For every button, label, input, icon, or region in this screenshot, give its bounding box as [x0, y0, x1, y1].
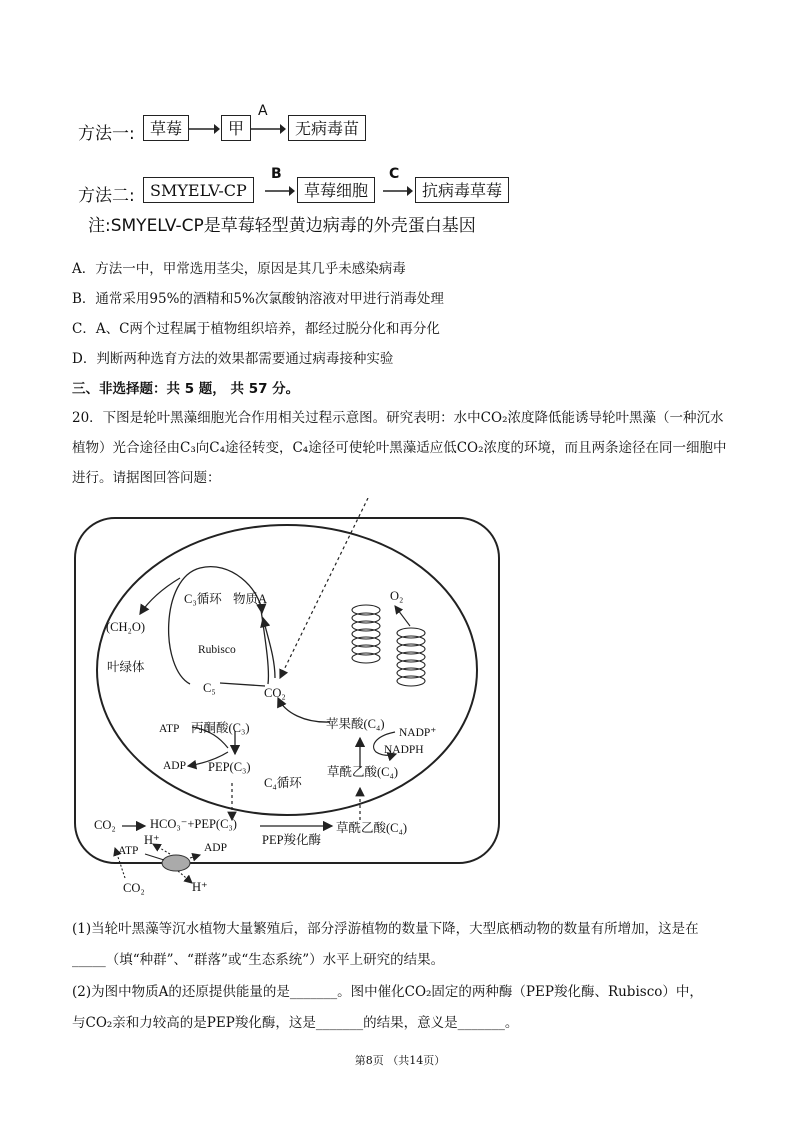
- label-atp-2: ATP: [118, 845, 139, 857]
- label-h-plus-1: H⁺: [144, 833, 160, 847]
- chloroplast-outline: [97, 525, 477, 815]
- q1-line2: _____（填“种群”、“群落”或“生态系统”）水平上研究的结果。: [72, 952, 445, 968]
- option-d: D．判断两种选育方法的效果都需要通过病毒接种实验: [72, 351, 394, 367]
- section-title: 三、非选择题：共 5 题， 共 57 分。: [72, 381, 300, 397]
- label-oxaloacetate-outer: 草酰乙酸(C₄): [336, 821, 408, 835]
- cell-wall: [75, 518, 499, 863]
- label-adp-2: ADP: [204, 842, 228, 854]
- option-b: B．通常采用95%的酒精和5%次氯酸钠溶液对甲进行消毒处理: [72, 291, 444, 307]
- label-co2-bottom: CO₂: [123, 881, 145, 895]
- method1-box-jia: 甲: [221, 115, 251, 141]
- arrow-icon: [383, 185, 413, 197]
- label-hco3-pep: HCO₃⁻+PEP(C₃): [150, 817, 237, 831]
- method2-box-resistant: 抗病毒草莓: [415, 177, 509, 203]
- transporter-protein: [162, 855, 190, 871]
- label-c4-cycle: C₄循环: [264, 776, 302, 790]
- option-a: A．方法一中，甲常选用茎尖，原因是其几乎未感染病毒: [72, 261, 406, 277]
- label-oxaloacetate-inner: 草酰乙酸(C₄): [327, 765, 399, 779]
- label-pep-carboxylase: PEP羧化酶: [262, 833, 322, 847]
- q20-intro: 20．下图是轮叶黑藻细胞光合作用相关过程示意图。研究表明：水中CO₂浓度降低能诱导轮叶黑藻（一种沉水植物）光合途径由C₃向C₄途径转变，C₄途径可使轮叶黑藻适应低CO₂浓度的环境，而且两条途径在同一细胞中进行。请据图回答问题：: [72, 410, 727, 486]
- label-co2-left: CO₂: [94, 818, 116, 832]
- c3-cycle-loop: [169, 567, 262, 684]
- method1-arrow-label-a: A: [258, 103, 268, 119]
- arrow-icon: [265, 185, 295, 197]
- method1-box-virus-free: 无病毒苗: [288, 115, 366, 141]
- label-nadph: NADPH: [384, 744, 424, 756]
- method1-label: 方法一:: [78, 124, 135, 144]
- method2-label: 方法二:: [78, 186, 135, 206]
- label-rubisco: Rubisco: [198, 644, 236, 656]
- label-c5: C₅: [203, 681, 216, 695]
- label-nadp: NADP⁺: [399, 727, 437, 739]
- label-c3-cycle: C₃循环: [184, 592, 222, 606]
- method2-box-gene: SMYELV-CP: [143, 177, 254, 203]
- label-atp-1: ATP: [159, 723, 180, 735]
- thylakoid-stack-icon: [352, 605, 425, 686]
- label-malate: 苹果酸(C₄): [326, 717, 385, 731]
- label-pyruvate: 丙酮酸(C₃): [191, 721, 250, 735]
- label-adp-1: ADP: [163, 760, 187, 772]
- label-co2-inner: CO₂: [264, 686, 286, 700]
- method2-arrow-label-b: B: [271, 166, 282, 182]
- arrow-icon: [250, 123, 286, 135]
- option-c: C．A、C两个过程属于植物组织培养，都经过脱分化和再分化: [72, 321, 440, 337]
- method2-box-cells: 草莓细胞: [297, 177, 375, 203]
- q1-line1: (1)当轮叶黑藻等沉水植物大量繁殖后，部分浮游植物的数量下降，大型底栖动物的数量有所增加，这是在: [72, 921, 699, 937]
- label-pep-inner: PEP(C₃): [208, 760, 251, 774]
- label-ch2o: (CH₂O): [106, 620, 146, 634]
- q2-line2: 与CO₂亲和力较高的是PEP羧化酶，这是_______的结果，意义是_______。: [72, 1015, 519, 1031]
- label-substance-a: 物质A: [233, 592, 268, 606]
- method1-box-strawberry: 草莓: [143, 115, 189, 141]
- methods-note: 注:SMYELV-CP是草莓轻型黄边病毒的外壳蛋白基因: [88, 216, 476, 236]
- method2-arrow-label-c: C: [389, 166, 400, 182]
- arrow-icon: [188, 123, 220, 135]
- label-o2: O₂: [390, 589, 404, 603]
- label-h-plus-2: H⁺: [192, 880, 208, 894]
- label-chloroplast: 叶绿体: [107, 660, 145, 674]
- page-footer: 第8页 （共14页）: [354, 1054, 446, 1067]
- q2-line1: (2)为图中物质A的还原提供能量的是_______。图中催化CO₂固定的两种酶（PEP羧化酶、Rubisco）中，: [72, 984, 703, 1000]
